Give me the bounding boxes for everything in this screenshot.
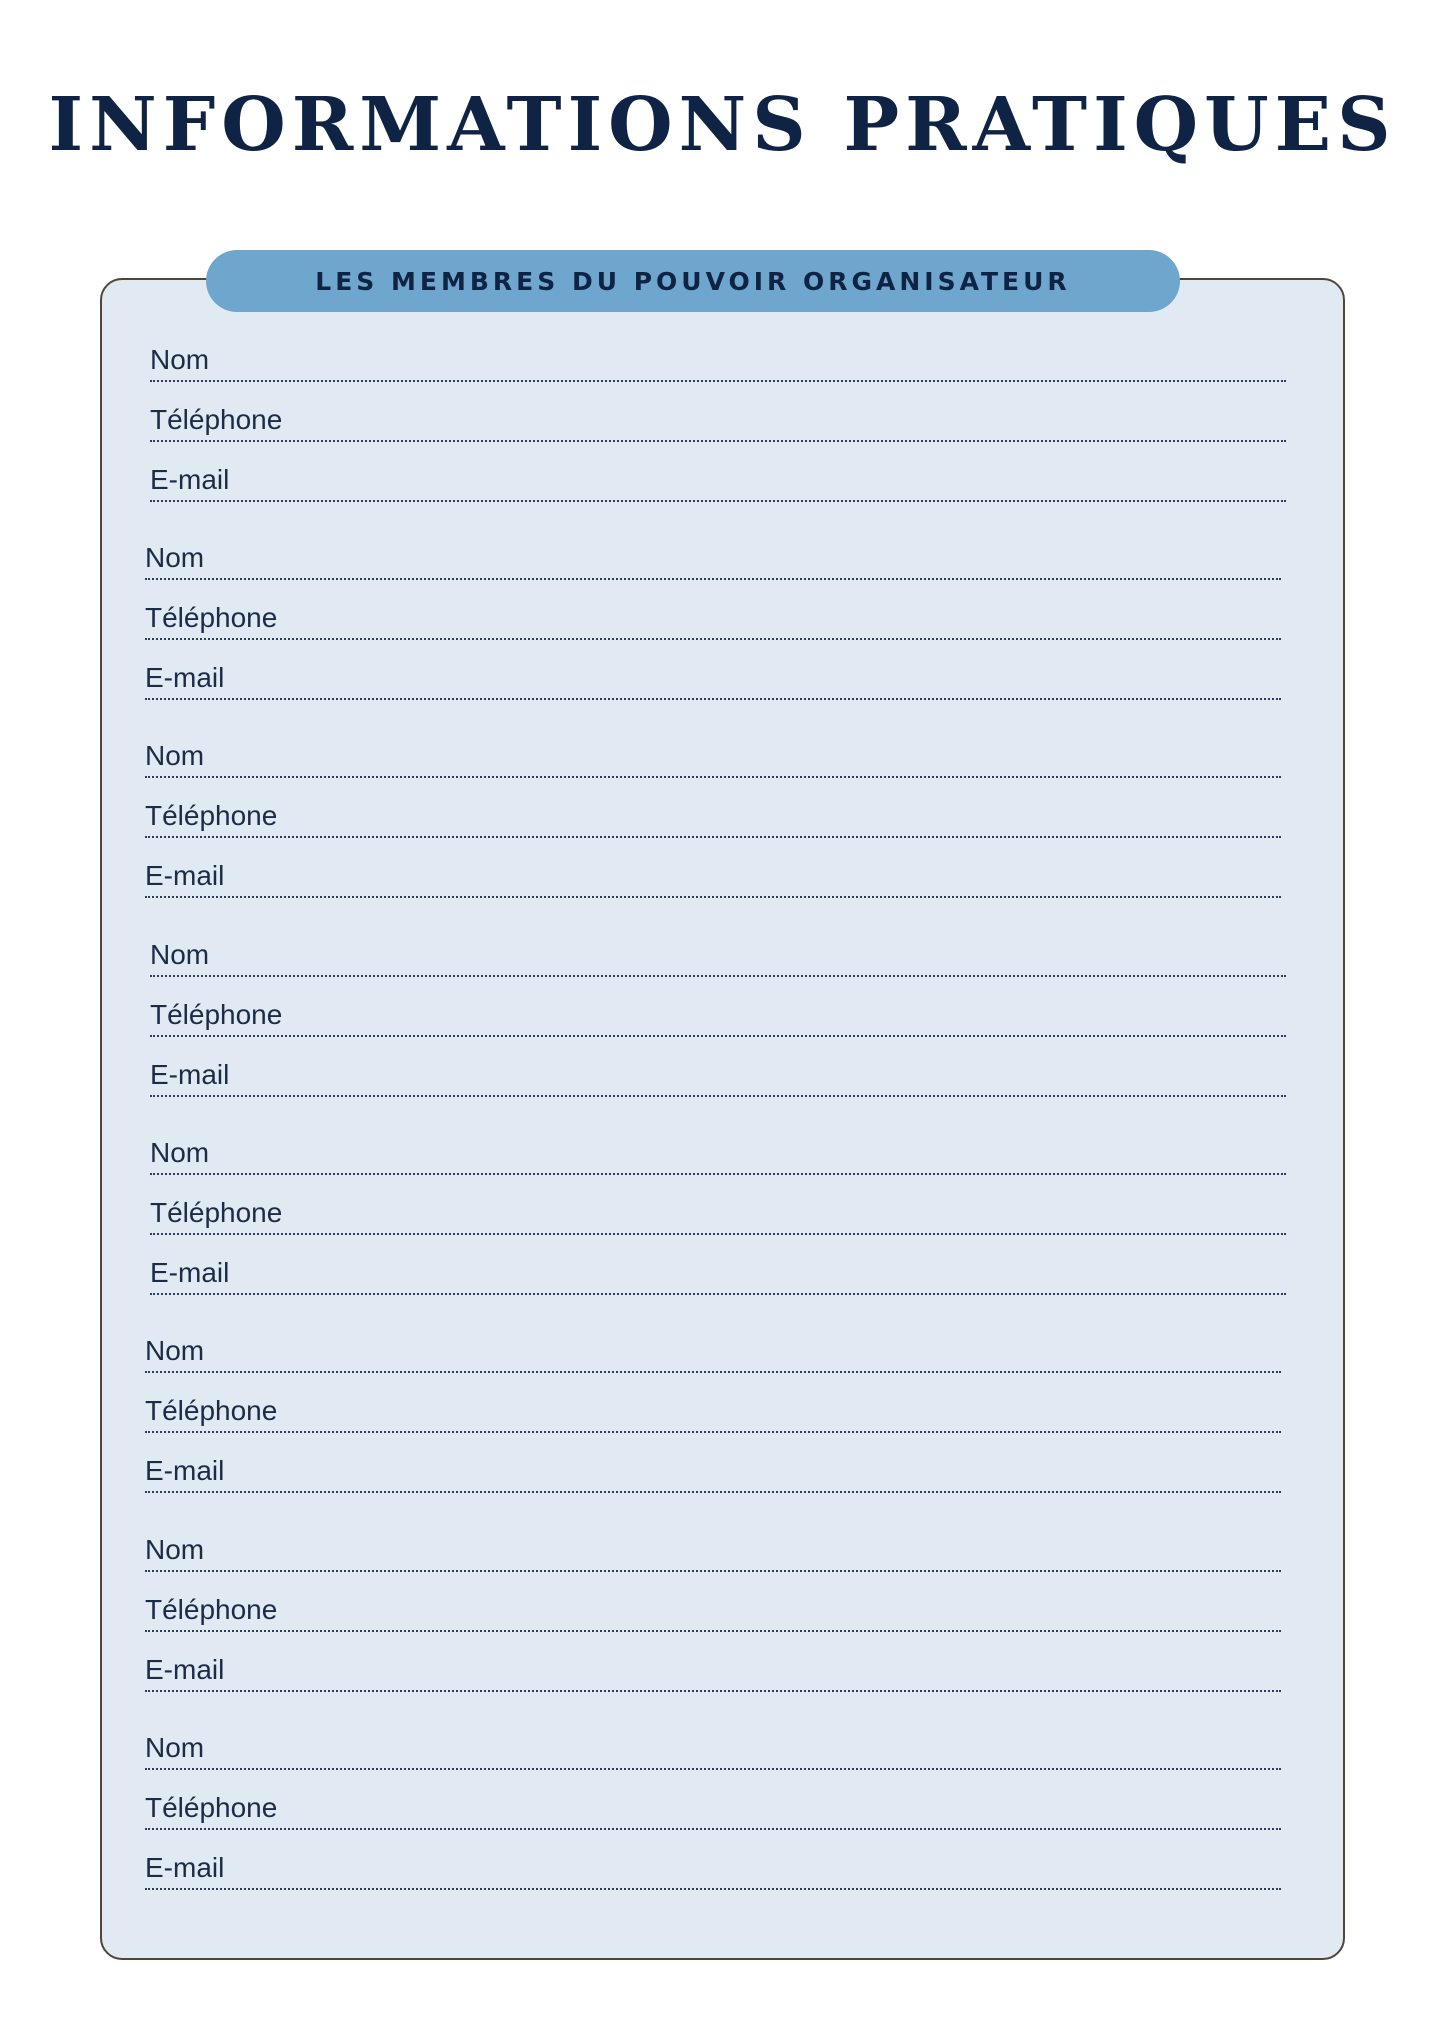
member-email-field[interactable] <box>305 856 1281 894</box>
member-email-field[interactable] <box>310 1055 1286 1093</box>
member-name-row <box>150 923 1286 977</box>
member-phone-row <box>145 1379 1281 1433</box>
member-name-label: Nom <box>145 1534 205 1565</box>
member-phone-label: Téléphone <box>145 1395 278 1426</box>
member-phone-field[interactable] <box>310 1193 1286 1231</box>
member-email-label: E-mail <box>145 662 225 693</box>
member-entry <box>145 724 1281 904</box>
member-name-field[interactable] <box>305 538 1281 576</box>
member-phone-row <box>145 1578 1281 1632</box>
member-phone-row <box>145 784 1281 838</box>
member-phone-row <box>150 1181 1286 1235</box>
member-phone-label: Téléphone <box>150 999 283 1030</box>
member-name-field[interactable] <box>305 1530 1281 1568</box>
member-name-row <box>150 1121 1286 1175</box>
member-phone-label: Téléphone <box>145 1594 278 1625</box>
member-name-row <box>145 1518 1281 1572</box>
member-email-label: E-mail <box>150 1059 230 1090</box>
member-name-row <box>150 328 1286 382</box>
member-phone-field[interactable] <box>305 598 1281 636</box>
member-entry <box>145 1319 1281 1499</box>
member-name-label: Nom <box>145 1732 205 1763</box>
member-email-row <box>145 844 1281 898</box>
member-entry <box>150 923 1286 1103</box>
member-email-row <box>145 1439 1281 1493</box>
member-phone-row <box>145 586 1281 640</box>
member-entry <box>150 328 1286 508</box>
member-name-label: Nom <box>145 1335 205 1366</box>
member-name-row <box>145 526 1281 580</box>
page-title: INFORMATIONS PRATIQUES <box>48 82 1397 168</box>
member-phone-field[interactable] <box>305 1788 1281 1826</box>
member-name-field[interactable] <box>310 340 1286 378</box>
member-name-label: Nom <box>150 344 210 375</box>
member-phone-label: Téléphone <box>145 602 278 633</box>
member-phone-row <box>145 1776 1281 1830</box>
member-email-field[interactable] <box>310 1253 1286 1291</box>
member-entry <box>145 1716 1281 1896</box>
member-email-field[interactable] <box>305 1848 1281 1886</box>
member-email-row <box>150 1043 1286 1097</box>
member-email-field[interactable] <box>305 658 1281 696</box>
member-entry <box>145 1518 1281 1698</box>
member-phone-row <box>150 983 1286 1037</box>
member-email-field[interactable] <box>310 460 1286 498</box>
member-email-label: E-mail <box>145 1455 225 1486</box>
member-name-label: Nom <box>150 1137 210 1168</box>
member-name-field[interactable] <box>305 1728 1281 1766</box>
member-name-row <box>145 1716 1281 1770</box>
member-email-row <box>145 1638 1281 1692</box>
member-name-label: Nom <box>150 939 210 970</box>
member-email-row <box>145 646 1281 700</box>
member-email-label: E-mail <box>150 464 230 495</box>
section-title: LES MEMBRES DU POUVOIR ORGANISATEUR <box>206 250 1180 312</box>
member-phone-field[interactable] <box>305 1391 1281 1429</box>
member-email-label: E-mail <box>145 1654 225 1685</box>
member-name-row <box>145 724 1281 778</box>
member-phone-field[interactable] <box>305 1590 1281 1628</box>
member-email-label: E-mail <box>145 860 225 891</box>
member-email-row <box>150 1241 1286 1295</box>
member-phone-label: Téléphone <box>145 1792 278 1823</box>
member-email-label: E-mail <box>150 1257 230 1288</box>
member-phone-field[interactable] <box>310 995 1286 1033</box>
member-entry <box>150 1121 1286 1301</box>
member-name-field[interactable] <box>305 736 1281 774</box>
member-email-row <box>150 448 1286 502</box>
member-name-label: Nom <box>145 542 205 573</box>
member-phone-label: Téléphone <box>150 1197 283 1228</box>
member-phone-label: Téléphone <box>145 800 278 831</box>
member-name-label: Nom <box>145 740 205 771</box>
member-phone-row <box>150 388 1286 442</box>
member-phone-field[interactable] <box>305 796 1281 834</box>
member-name-field[interactable] <box>305 1331 1281 1369</box>
member-email-field[interactable] <box>305 1451 1281 1489</box>
member-entry <box>145 526 1281 706</box>
member-name-row <box>145 1319 1281 1373</box>
member-phone-label: Téléphone <box>150 404 283 435</box>
member-name-field[interactable] <box>310 935 1286 973</box>
member-name-field[interactable] <box>310 1133 1286 1171</box>
member-phone-field[interactable] <box>310 400 1286 438</box>
member-email-field[interactable] <box>305 1650 1281 1688</box>
member-email-row <box>145 1836 1281 1890</box>
member-email-label: E-mail <box>145 1852 225 1883</box>
